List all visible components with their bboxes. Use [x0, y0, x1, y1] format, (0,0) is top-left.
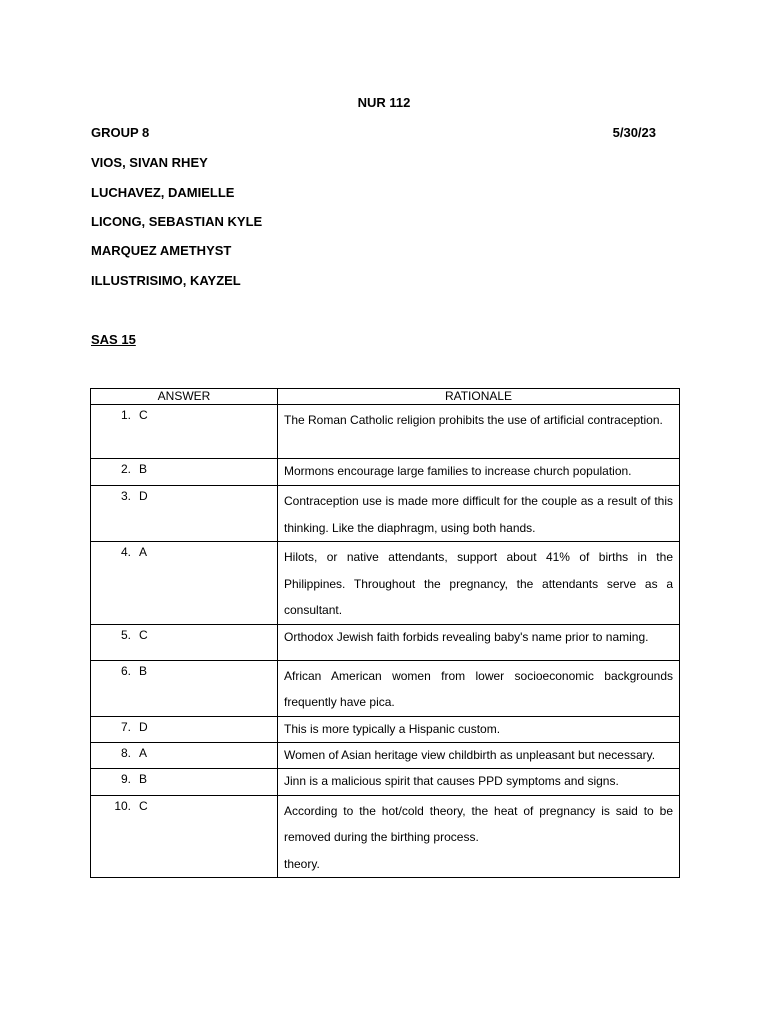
- item-number: 8.: [120, 745, 131, 760]
- member-name: MARQUEZ AMETHYST: [91, 243, 232, 258]
- rationale-cell: [278, 742, 680, 768]
- member-name: ILLUSTRISIMO, KAYZEL: [91, 273, 241, 288]
- answer-letter: A: [139, 545, 148, 559]
- table-header-row: [91, 389, 680, 405]
- answer-letter: A: [139, 745, 148, 760]
- rationale-cell: Hilots, or native attendants, support about 41% of births in the Philippines. Throughout the pregnancy, the attendants serve as a consultant.: [278, 542, 680, 625]
- table-row: [91, 542, 680, 625]
- rationale-text: Orthodox Jewish faith forbids revealing baby's name prior to naming.: [284, 629, 649, 644]
- answer-cell: [91, 742, 278, 768]
- table-row: [91, 660, 680, 716]
- item-number: 5.: [120, 627, 131, 642]
- group-line: [91, 125, 656, 140]
- date-label: 5/30/23: [612, 125, 656, 140]
- answer-cell: [91, 716, 278, 742]
- answer-letter: B: [139, 663, 148, 678]
- rationale-text: According to the hot/cold theory, the heat of pregnancy is said to be removed during the birthing process.: [284, 803, 673, 844]
- rationale-cell: [278, 459, 680, 486]
- rationale-cell: [278, 795, 680, 878]
- answer-cell: [91, 459, 278, 486]
- rationale-text: Women of Asian heritage view childbirth as unpleasant but necessary.: [284, 747, 656, 762]
- group-label: GROUP 8: [91, 125, 150, 140]
- item-number: 10.: [114, 798, 131, 813]
- table-row: [91, 768, 680, 795]
- answer-cell: [91, 660, 278, 716]
- sas-title: SAS 15: [91, 332, 136, 347]
- answer-letter: B: [139, 771, 148, 786]
- table-row: [91, 716, 680, 742]
- rationale-text: Mormons encourage large families to increase church population.: [284, 464, 632, 478]
- answer-letter: C: [139, 627, 148, 642]
- rationale-cell: [278, 768, 680, 795]
- item-number: 9.: [120, 771, 131, 786]
- item-number: 6.: [120, 663, 131, 678]
- member-name: VIOS, SIVAN RHEY: [91, 155, 208, 170]
- table-row: [91, 795, 680, 878]
- answer-cell: [91, 542, 278, 625]
- answer-letter: C: [139, 798, 148, 813]
- item-number: 3.: [120, 489, 131, 503]
- item-number: 7.: [120, 719, 131, 734]
- course-code: NUR 112: [357, 95, 411, 110]
- item-number: 2.: [120, 462, 131, 476]
- answer-cell: [91, 768, 278, 795]
- item-number: 4.: [120, 545, 131, 559]
- answer-cell: [91, 624, 278, 660]
- answer-letter: B: [139, 462, 148, 476]
- answer-cell: [91, 795, 278, 878]
- item-number: 1.: [120, 408, 131, 422]
- rationale-extra-text: theory.: [284, 856, 320, 871]
- table-row: [91, 486, 680, 542]
- rationale-cell: [278, 716, 680, 742]
- answer-column-header: ANSWER: [91, 389, 278, 405]
- rationale-cell: The Roman Catholic religion prohibits the use of artificial contraception.: [278, 405, 680, 459]
- answer-cell: [91, 486, 278, 542]
- answer-letter: D: [139, 719, 148, 734]
- rationale-text: Jinn is a malicious spirit that causes PPD symptoms and signs.: [284, 773, 619, 788]
- answer-table: [90, 388, 680, 878]
- rationale-cell: African American women from lower socioeconomic backgrounds frequently have pica.: [278, 660, 680, 716]
- member-name: LUCHAVEZ, DAMIELLE: [91, 185, 235, 200]
- table-row: [91, 742, 680, 768]
- member-name: LICONG, SEBASTIAN KYLE: [91, 214, 263, 229]
- table-row: [91, 624, 680, 660]
- answer-letter: C: [139, 408, 148, 422]
- table-row: [91, 459, 680, 486]
- table-row: [91, 405, 680, 459]
- rationale-column-header: RATIONALE: [278, 389, 680, 405]
- answer-cell: [91, 405, 278, 459]
- rationale-cell: Contraception use is made more difficult for the couple as a result of this thinking. Like the diaphragm, using both hands.: [278, 486, 680, 542]
- rationale-cell: [278, 624, 680, 660]
- rationale-text: This is more typically a Hispanic custom.: [284, 721, 501, 736]
- answer-letter: D: [139, 489, 148, 503]
